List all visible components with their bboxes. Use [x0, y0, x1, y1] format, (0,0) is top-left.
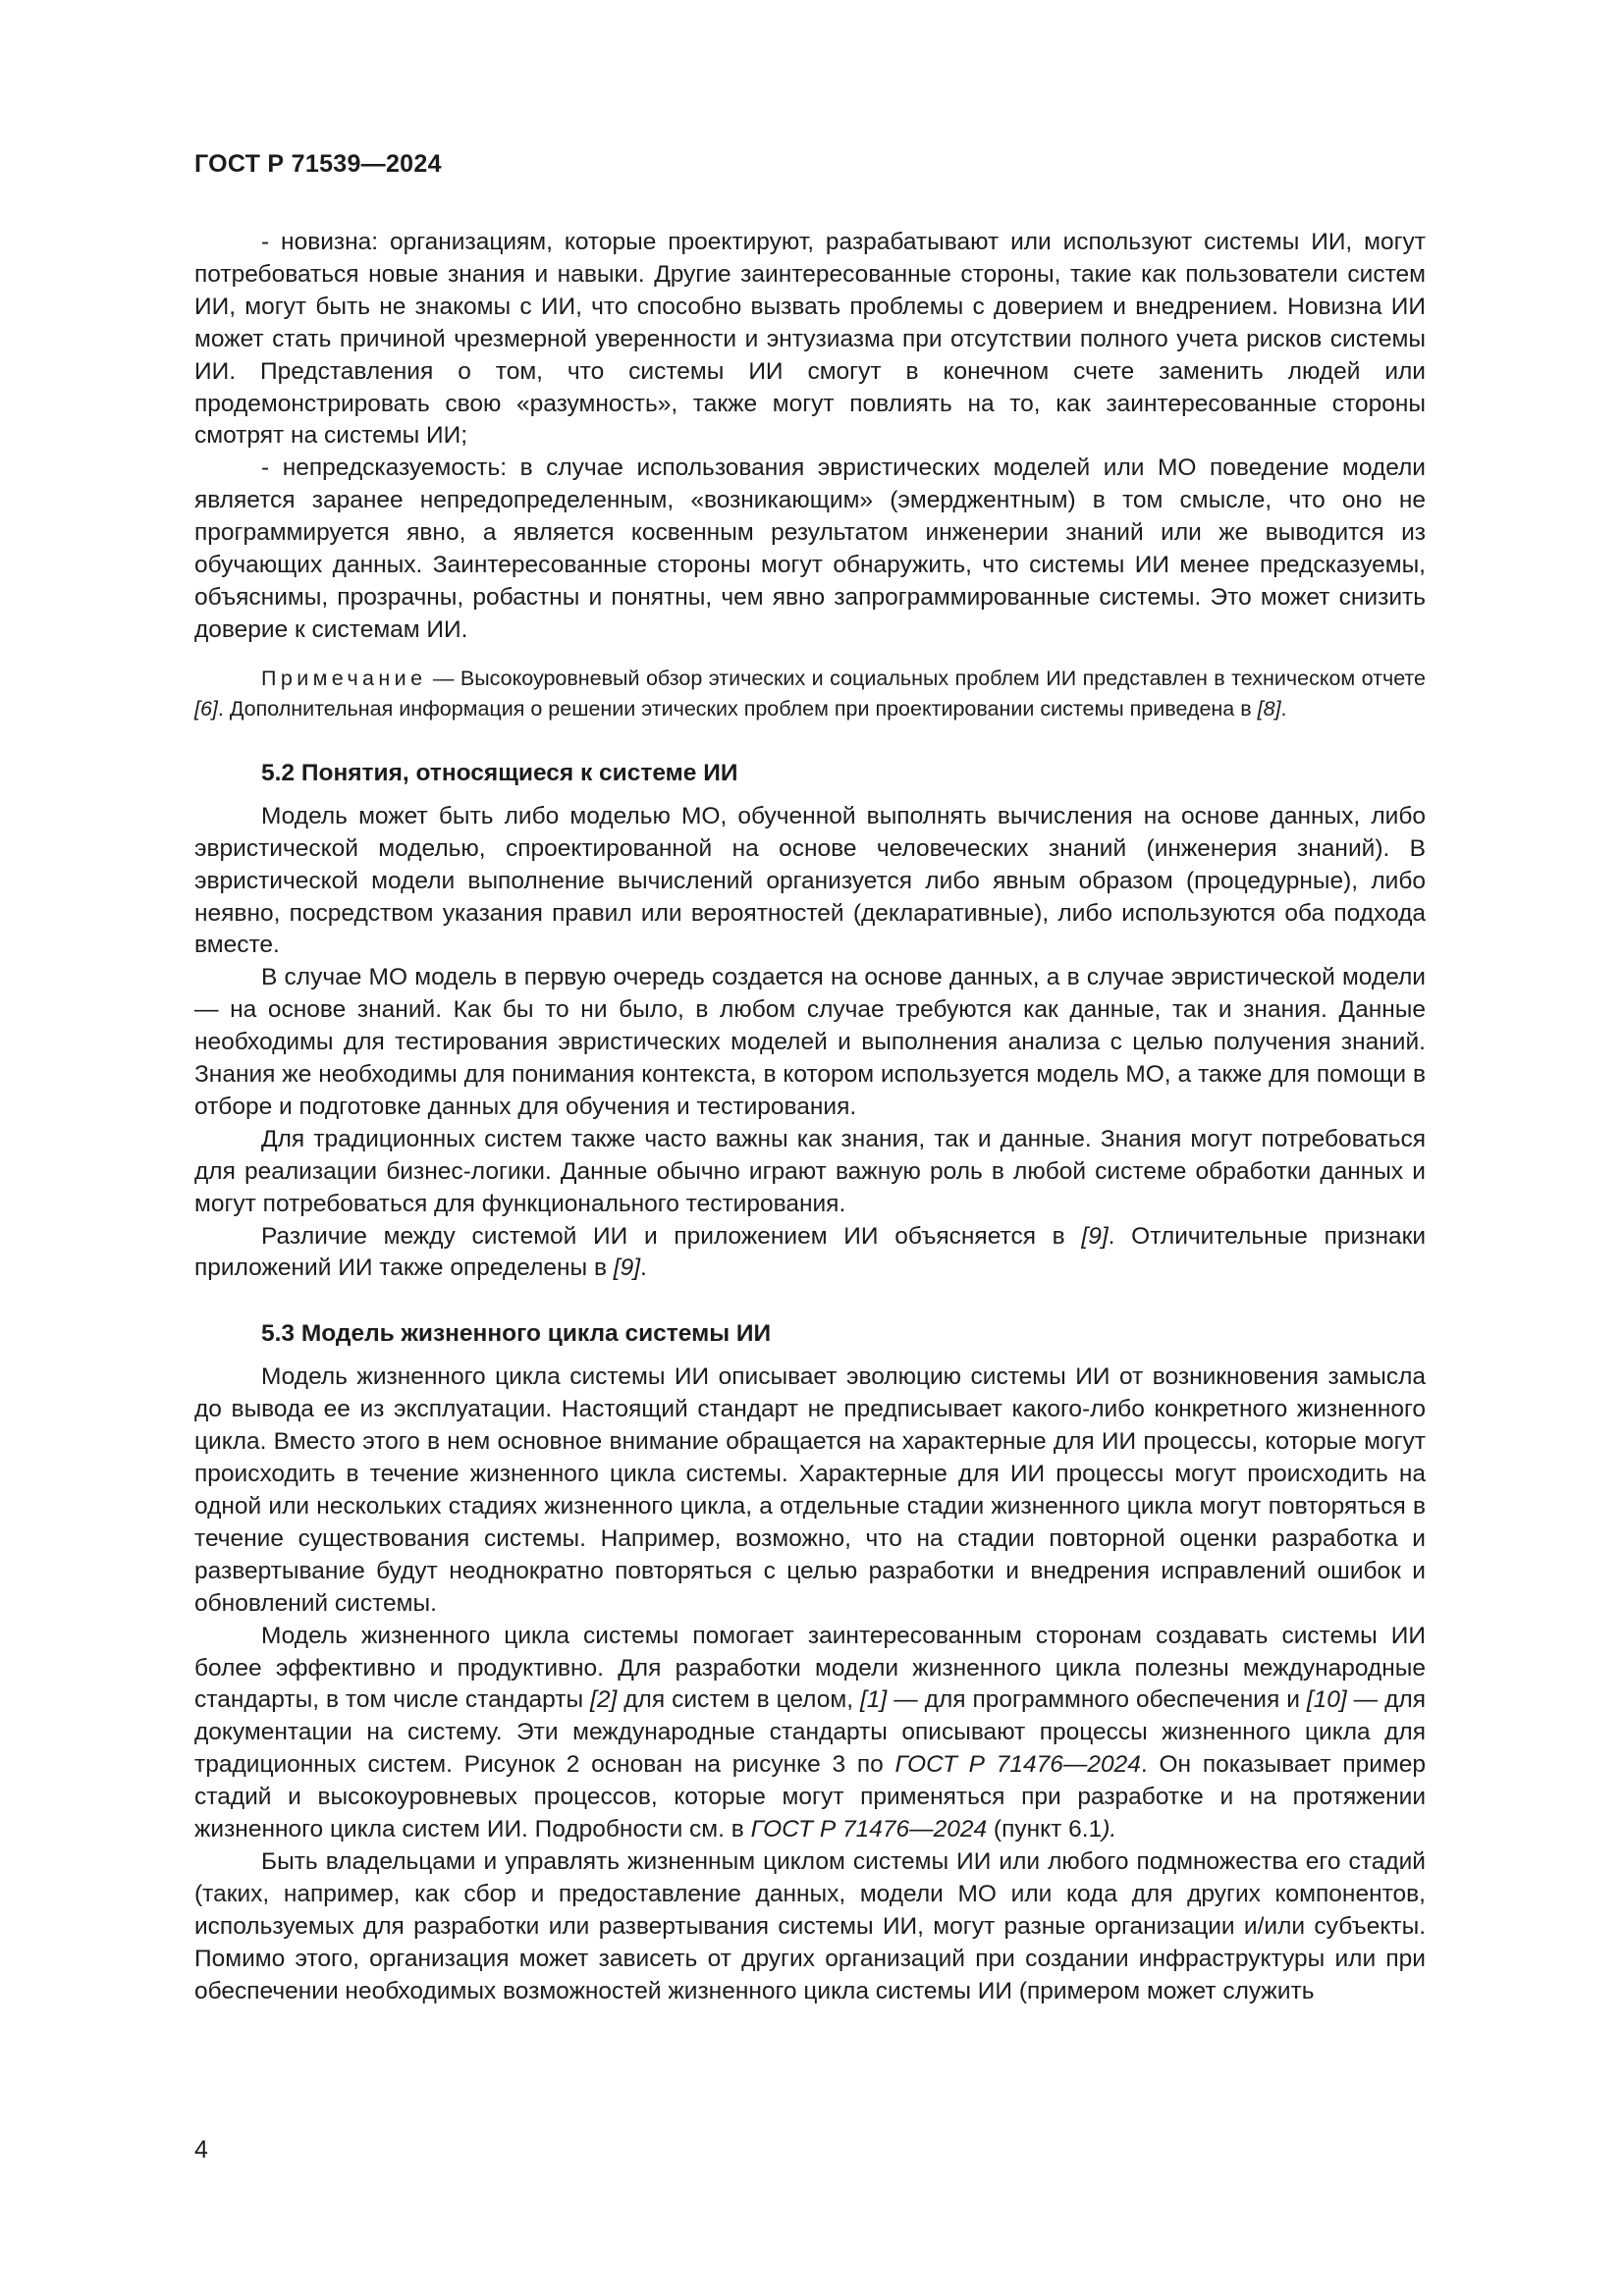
- paragraph-5-3-3: Быть владельцами и управлять жизненным циклом системы ИИ или любого подмножества его стадий (таких, например, как сбор и предоставление данных, модели МО или кода для других компонентов, используемых для разработки или развертывания системы ИИ, могут разные организации и/или субъекты. Помимо этого, организация может зависеть от других организаций при создании инфраструктуры или при обеспечении необходимых возможностей жизненного цикла системы ИИ (примером может служить: [194, 1847, 1426, 2004]
- para-text: Модель жизненного цикла системы помогает заинтересованным сторонам создавать системы ИИ более эффективно и продуктивно. Для разработки модели жизненного цикла полезны международные стандарты, в том числе стандарты: [194, 1622, 1426, 1714]
- paragraph-5-2-4: [194, 1221, 1426, 1286]
- paragraph-5-2-3: Для традиционных систем также часто важны как знания, так и данные. Знания могут потребоваться для реализации бизнес-логики. Данные обычно играют важную роль в любой системе обработки данных и могут потребоваться для функционального тестирования.: [194, 1125, 1426, 1217]
- section-heading-5-3: 5.3 Модель жизненного цикла системы ИИ: [261, 1320, 772, 1348]
- paragraph-unpredictability: - непредсказуемость: в случае использования эвристических моделей или МО поведение модели является заранее непредопределенным, «возникающим» (эмерджентным) в том смысле, что оно не программируется явно, а является косвенным результатом инженерии знаний или же выводится из обучающих данных. Заинтересованные стороны могут обнаружить, что системы ИИ менее предсказуемы, объяснимы, прозрачны, робастны и понятны, чем явно запрограммированные системы. Это может снизить доверие к системам ИИ.: [194, 454, 1426, 643]
- para-text: — для документации на систему. Эти международные стандарты описывают процессы жизненного цикла для традиционных систем. Рисунок 2 основан на рисунке 3 по: [194, 1686, 1426, 1779]
- para-text: . Он показывает пример стадий и высокоуровневых процессов, которые могут применяться при разработке и на протяжении жизненного цикла систем ИИ. Подробности см. в: [194, 1751, 1426, 1843]
- reference-10: [10]: [1306, 1686, 1347, 1714]
- note-reference-8: [8]: [1257, 696, 1281, 721]
- para-text: . Отличительные признаки приложений ИИ также определены в: [194, 1222, 1427, 1282]
- para-text: (пункт 6.1: [987, 1816, 1103, 1843]
- para-text: .: [640, 1255, 647, 1282]
- paragraph-novelty: - новизна: организациям, которые проектируют, разрабатывают или используют системы ИИ, могут потребоваться новые знания и навыки. Другие заинтересованные стороны, такие как пользователи систем ИИ, могут быть не знакомы с ИИ, что способно вызвать проблемы с доверием и внедрением. Новизна ИИ может стать причиной чрезмерной уверенности и энтузиазма при отсутствии полного учета рисков системы ИИ. Представления о том, что системы ИИ смогут в конечном счете заменить людей или продемонстрировать свою «разумность», также могут повлиять на то, как заинтересованные стороны смотрят на системы ИИ;: [194, 229, 1426, 450]
- document-body: [194, 227, 1426, 2008]
- paragraph-5-3-2: [194, 1621, 1426, 1846]
- para-text: — для программного обеспечения и: [887, 1686, 1307, 1714]
- para-text: для систем в целом,: [617, 1686, 860, 1714]
- para-text: ).: [1102, 1816, 1117, 1843]
- standard-reference: ГОСТ Р 71476—2024: [894, 1751, 1141, 1779]
- note-label: Примечание: [261, 666, 427, 690]
- note-text-3: .: [1280, 696, 1287, 721]
- para-text: Различие между системой ИИ и приложением ИИ объясняется в: [261, 1222, 1082, 1250]
- page-number: 4: [194, 2136, 208, 2163]
- note-text-2: . Дополнительная информация о решении этических проблем при проектировании системы приведена в: [217, 696, 1258, 721]
- document-page: [194, 0, 1426, 2296]
- section-heading-5-2: 5.2 Понятия, относящиеся к системе ИИ: [261, 759, 738, 786]
- paragraph-5-3-1: Модель жизненного цикла системы ИИ описывает эволюцию системы ИИ от возникновения замысла до вывода ее из эксплуатации. Настоящий стандарт не предписывает какого-либо конкретного жизненного цикла. Вместо этого в нем основное внимание обращается на характерные для ИИ процессы, которые могут происходить в течение жизненного цикла системы. Характерные для ИИ процессы могут происходить на одной или нескольких стадиях жизненного цикла, а отдельные стадии жизненного цикла могут повторяться в течение существования системы. Например, возможно, что на стадии повторной оценки разработка и развертывание будут неоднократно повторяться с целью разработки и внедрения исправлений ошибок и обновлений системы.: [194, 1363, 1426, 1617]
- standard-reference: ГОСТ Р 71476—2024: [750, 1816, 988, 1843]
- paragraph-5-2-2: В случае МО модель в первую очередь создается на основе данных, а в случае эвристической модели — на основе знаний. Как бы то ни было, в любом случае требуются как данные, так и знания. Данные необходимы для тестирования эвристических моделей и выполнения анализа с целью получения знаний. Знания же необходимы для понимания контекста, в котором используется модель МО, а также для помощи в отборе и подготовке данных для обучения и тестирования.: [194, 964, 1426, 1120]
- document-id: ГОСТ Р 71539—2024: [194, 150, 442, 178]
- note-text-1: — Высокоуровневый обзор этических и социальных проблем ИИ представлен в техническом отчете: [426, 666, 1426, 690]
- reference-1: [1]: [860, 1686, 888, 1714]
- note: [194, 664, 1426, 724]
- reference-9: [9]: [613, 1255, 641, 1282]
- note-reference-6: [6]: [194, 696, 218, 721]
- reference-2: [2]: [590, 1686, 618, 1714]
- paragraph-5-2-1: Модель может быть либо моделью МО, обученной выполнять вычисления на основе данных, либо эвристической моделью, спроектированной на основе человеческих знаний (инженерия знаний). В эвристической модели выполнение вычислений организуется либо явным образом (процедурные), либо неявно, посредством указания правил или вероятностей (декларативные), либо используются оба подхода вместе.: [194, 802, 1426, 959]
- reference-9: [9]: [1081, 1222, 1109, 1250]
